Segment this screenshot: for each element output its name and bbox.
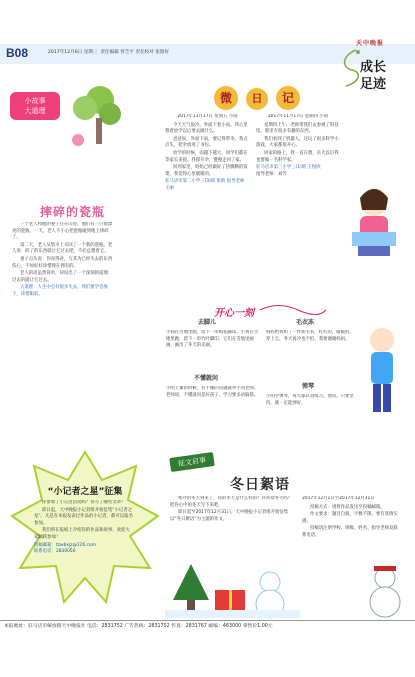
poem-title: 去脚儿 [198, 319, 217, 326]
poem-title: 不懂就问 [194, 375, 219, 382]
footer-bar [0, 620, 415, 632]
fish-decoration [258, 303, 328, 317]
essay-right-column: 2017年11月17日 星期四 小雨 星期四上午，老师带我们去参观了科技馆。那里有很多有趣的东西。 我们看到了机器人，还玩了很多科学小游戏，大家都很开心。 回家的路上，我一直在想，长大以后我也要做一名科学家。 驻马店市第三小学三(1)班 王悦欣 指导老师：刘芳 [256, 114, 339, 177]
story-paragraph: 大道理：人生中会有很多失去，我们要学会放下，珍惜眼前。 [12, 285, 108, 297]
snowman-illustration [360, 560, 410, 620]
story-paragraph: 一个老人和他的妻子住在山里，他们有一只很漂亮的瓷瓶。一天，老人不小心把瓷瓶碰到地上摔碎了。 [12, 222, 113, 241]
poem-title: 毛衣冻 [296, 319, 315, 326]
essay2-badge: 征文启事 [169, 452, 215, 472]
poem-column-right [266, 320, 356, 500]
poem-column-left [166, 320, 261, 500]
essay-teacher: 指导老师：刘芳 [256, 171, 287, 177]
girl-reading-illustration [338, 180, 410, 260]
essay-left-column: 2017年11月17日 星期五 小雨 今天天气很冷，外面下着小雨。我心里想着放学以后要去做什么。 爸爸说，外面下雨，要记得带伞。我点点头，把伞放进了书包。 放学的时候，雨越下越大，同学们都在等家长来接。我撑开伞，慢慢走回了家。 回到家里，妈妈已经做好了热腾腾的饭菜，我觉得心里暖暖的。 驻马店市第二小学三(3)班 张晗 指导老师 王丽 [165, 114, 250, 274]
story-badge: 小故事 大道理 [10, 92, 60, 120]
logo: 天中晚报 [356, 40, 385, 47]
essay-author: 驻马店市第二小学三(3)班 张晗 指导老师 王丽 [165, 179, 245, 191]
notice-email: 投稿邮箱：tzwbxjz@126.com [34, 542, 97, 548]
essay-date: 2017年11月17日 星期五 小雨 [177, 114, 238, 119]
poem-body: 小狗在雪地里跑，留下一串梅花脚印。小鸡在雪地里跑，留下一串竹叶脚印。它们在雪地里画画，画出了冬天的美丽。 [166, 330, 259, 349]
title-char-3: 记 [276, 86, 300, 110]
poems-header: 开心一刻 [214, 308, 254, 319]
poem-body: 小明上课的时候，有不懂的问题就举手问老师。老师说，不懂就问是好孩子，学习要多动脑筋。 [166, 386, 259, 398]
poem-title: 弹琴 [302, 383, 315, 390]
notice-title: “小记者之星”征集 [47, 487, 123, 497]
story-paragraph: 老人的话虽然简单，却说出了一个深刻的道理：过去的就让它过去。 [12, 271, 113, 283]
christmas-illustration [165, 560, 300, 620]
poem-body: 小明学弹琴，每天都认真练习。他说，只要坚持，就一定能弹好。 [266, 394, 354, 406]
essay2-side: 2017年12月1日至2017年12月31日 投稿方式：请将作品发送至投稿邮箱。 作文要求：题目自拟，字数不限，要有真情实感。 投稿请注明学校、班级、姓名、指导老师及联系电话。 [302, 496, 402, 611]
essay-author: 驻马店市第三小学三(1)班 王悦欣 [256, 165, 321, 171]
story-body [12, 222, 116, 412]
title-char-1: 微 [214, 86, 238, 110]
story-title: 摔碎的瓷瓶 [40, 205, 106, 219]
notice-phone: 联系电话：2830056 [34, 549, 76, 555]
essay-title-row [214, 86, 334, 110]
essay-date: 2017年11月17日 星期四 小雨 [267, 114, 329, 119]
essay2-body: 寒冷的冬天到来了，你的冬天是什么样的？你喜欢冬天吗？把你心中的冬天写下来吧。 即日起至2017年12月31日，天中晚报小记者组开始征集以“冬日絮语”为主题的作文。 [170, 496, 293, 522]
story-paragraph: 妻子点头说：你说得对，与其为已经失去的东西伤心，不如好好珍惜现在拥有的。 [12, 256, 113, 269]
issue-date: 2017年12月6日 星期三 责任编辑 曾芝平 责任校对 张银好 [48, 50, 170, 55]
kid-illustration [355, 320, 410, 430]
story-paragraph: 第二天，老人从集市上买回了一个新的瓷瓶。老人说：碎了的东西就让它过去吧，不必总想着它。 [12, 242, 113, 255]
notice-body: 你参加了小记者活动吗？你写了哪些文章？ 即日起，天中晚报小记者组开始征集“小记者之星”。凡是在本报发表过作品的小记者，都可以报名参加。 我们将在报纸上介绍你的作品和故事，欢迎大家踊跃参加！ 投稿邮箱：tzwbxjz@126.com 联系电话：2830056 [34, 500, 133, 555]
footer-text: 本报地址：驻马店市解放路天中晚报社 电话：2831752 广告热线：2831752 传真：2831767 邮编：463000 零售价1.00元 [4, 624, 273, 629]
poem-body: 妈妈给我织了一件新毛衣，红红的，暖暖的。穿上它，冬天再冷也不怕。我要谢谢妈妈。 [266, 330, 354, 342]
essay2-date: 2017年12月1日至2017年12月31日 [302, 496, 375, 501]
swirl-decoration [336, 48, 366, 88]
page-number: B08 [6, 46, 29, 60]
tree-illustration [60, 80, 126, 150]
essay2-title: 冬日絮语 [230, 477, 290, 493]
title-char-2: 日 [246, 88, 268, 110]
section-title: 成长 足迹 [360, 60, 387, 92]
